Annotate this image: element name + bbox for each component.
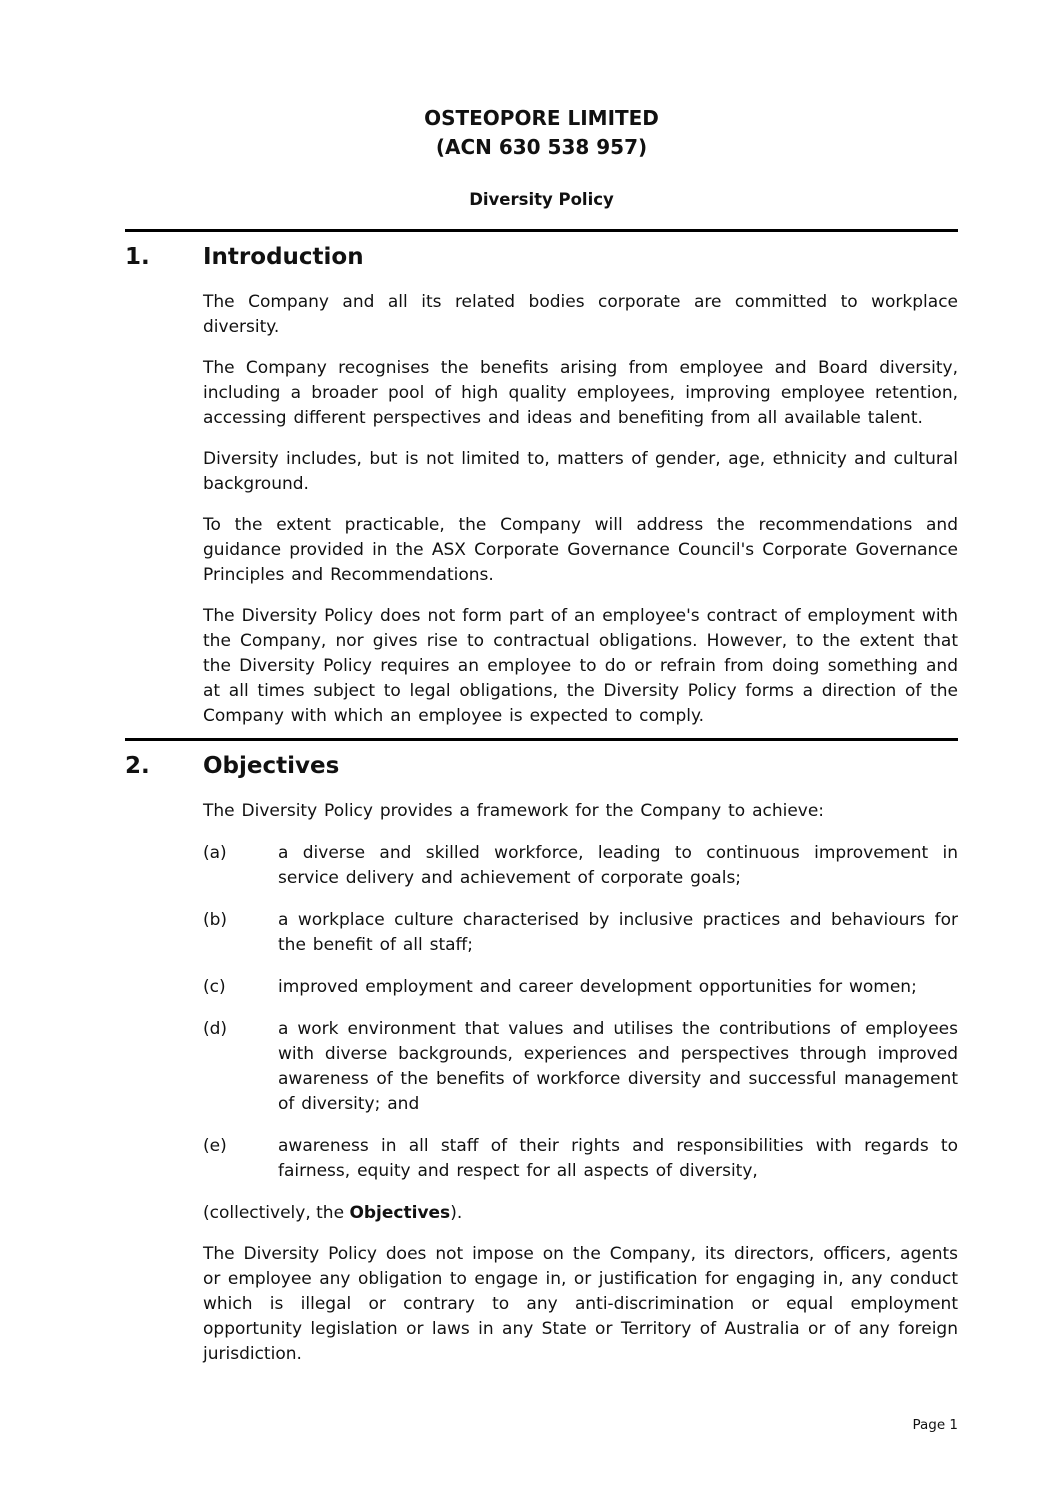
section-divider <box>125 229 958 232</box>
section-heading <box>125 242 958 273</box>
list-item-b <box>203 908 958 958</box>
collective-suffix: ). <box>450 1203 463 1223</box>
section-number: 2. <box>125 753 150 779</box>
list-item-label: (b) <box>203 910 228 930</box>
list-item-label: (d) <box>203 1019 228 1039</box>
company-acn: (ACN 630 538 957) <box>435 135 648 159</box>
list-item-label: (e) <box>203 1136 227 1156</box>
section-body <box>203 290 958 729</box>
document-subtitle: Diversity Policy <box>469 190 614 209</box>
list-item-text: a diverse and skilled workforce, leading to continuous improvement in service delivery and achievement of corporate goals; <box>278 843 958 888</box>
company-name: OSTEOPORE LIMITED <box>424 106 659 130</box>
paragraph: The Company recognises the benefits arising from employee and Board diversity, including a broader pool of high quality employees, improving employee retention, accessing different perspectives and ideas and benefiting from all available talent. <box>203 358 958 428</box>
section-heading <box>125 751 958 782</box>
section-title: Objectives <box>203 753 340 779</box>
list-item-label: (c) <box>203 977 226 997</box>
paragraph: The Diversity Policy does not form part of an employee's contract of employment with the Company, nor gives rise to contractual obligations. However, to the extent that the Diversity Policy requires an employee to do or refrain from doing something and at all times subject to legal obligations, the Diversity Policy forms a direction of the Company with which an employee is expected to comply. <box>203 606 958 726</box>
section-number: 1. <box>125 244 150 270</box>
paragraph: Diversity includes, but is not limited to, matters of gender, age, ethnicity and cultural background. <box>203 449 958 494</box>
list-item-e <box>203 1134 958 1184</box>
section-objectives <box>125 751 958 1367</box>
list-item-text: a workplace culture characterised by inclusive practices and behaviours for the benefit of all staff; <box>278 910 958 955</box>
section-body <box>203 799 958 1367</box>
document-title <box>125 104 958 162</box>
paragraph-closing: The Diversity Policy does not impose on the Company, its directors, officers, agents or employee any obligation to engage in, or justification for engaging in, any conduct which is illegal or contrary to any anti-discrimination or equal employment opportunity legislation or laws in any State or Territory of Australia or of any foreign jurisdiction. <box>203 1244 958 1364</box>
page-number: Page 1 <box>912 1417 958 1433</box>
list-item-text: improved employment and career development opportunities for women; <box>278 977 917 997</box>
section-divider <box>125 738 958 741</box>
list-item-text: a work environment that values and utilises the contributions of employees with diverse backgrounds, experiences and perspectives through improved awareness of the benefits of workforce diversity and successful management of diversity; and <box>278 1019 958 1114</box>
section-title: Introduction <box>203 244 364 270</box>
collective-objectives-line <box>203 1201 958 1226</box>
paragraph-intro: The Diversity Policy provides a framework for the Company to achieve: <box>203 801 825 821</box>
section-introduction <box>125 242 958 729</box>
list-item-d <box>203 1017 958 1117</box>
collective-prefix: (collectively, the <box>203 1203 350 1223</box>
list-item-label: (a) <box>203 843 227 863</box>
collective-defined-term: Objectives <box>349 1203 451 1223</box>
paragraph: The Company and all its related bodies corporate are committed to workplace diversity. <box>203 292 958 337</box>
list-item-text: awareness in all staff of their rights and responsibilities with regards to fairness, equity and respect for all aspects of diversity, <box>278 1136 958 1181</box>
list-item-c <box>203 975 958 1000</box>
paragraph: To the extent practicable, the Company will address the recommendations and guidance provided in the ASX Corporate Governance Council's Corporate Governance Principles and Recommendations. <box>203 515 958 585</box>
list-item-a <box>203 841 958 891</box>
